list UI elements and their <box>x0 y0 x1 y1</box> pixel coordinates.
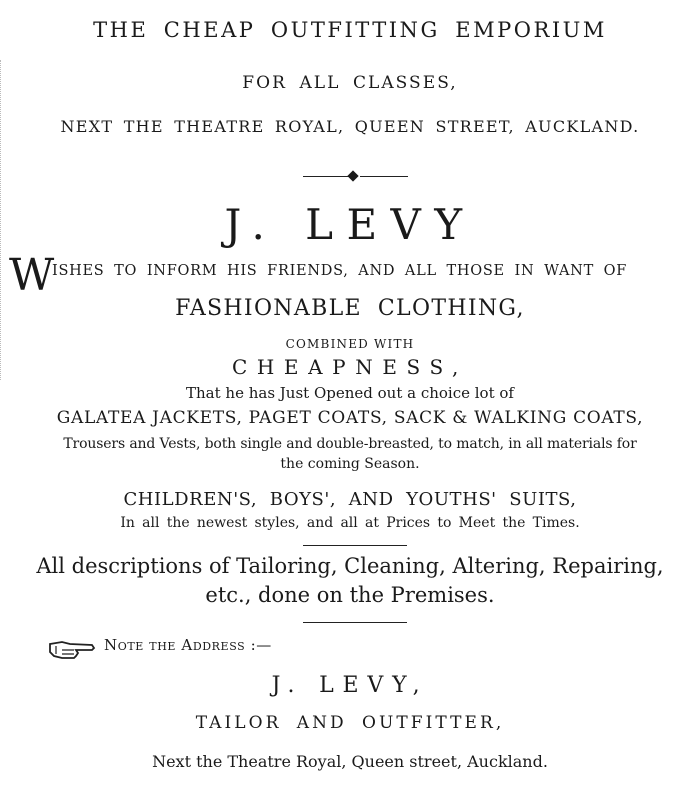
trousers-line-1: Trousers and Vests, both single and double-breasted, to match, in all materials for <box>63 436 637 452</box>
combined-with: COMBINED WITH <box>285 337 415 351</box>
divider-1 <box>303 545 407 546</box>
divider-2 <box>303 622 407 623</box>
trousers-line-2: the coming Season. <box>280 456 420 472</box>
tailoring-line-1: All descriptions of Tailoring, Cleaning, Altering, Repairing, <box>36 554 664 578</box>
tailoring-line-2: etc., done on the Premises. <box>205 583 495 607</box>
fashionable-clothing: FASHIONABLE CLOTHING, <box>175 296 525 321</box>
header-emporium: THE CHEAP OUTFITTING EMPORIUM <box>93 18 607 42</box>
name-heading: J. LEVY <box>224 200 476 249</box>
header-classes: FOR ALL CLASSES, <box>242 73 458 93</box>
pointing-hand-icon <box>48 638 96 662</box>
note-address: Note the Address :— <box>104 636 272 654</box>
drop-cap: W <box>9 250 55 301</box>
coats-line: GALATEA JACKETS, PAGET COATS, SACK & WALKING COATS, <box>56 408 644 428</box>
intro-text: ISHES TO INFORM HIS FRIENDS, AND ALL THOSE IN WANT OF <box>52 263 628 279</box>
address-line: Next the Theatre Royal, Queen street, Auckland. <box>152 752 548 771</box>
header-address: NEXT THE THEATRE ROYAL, QUEEN STREET, AUCKLAND. <box>60 117 640 136</box>
name-small: J. LEVY, <box>271 673 429 698</box>
opened-text: That he has Just Opened out a choice lot of <box>186 384 514 402</box>
styles-line: In all the newest styles, and all at Prices to Meet the Times. <box>120 515 580 531</box>
tailor-outfitter: TAILOR AND OUTFITTER, <box>195 713 505 733</box>
cheapness: CHEAPNESS, <box>231 355 469 379</box>
suits-line: CHILDREN'S, BOYS', AND YOUTHS' SUITS, <box>123 489 577 510</box>
